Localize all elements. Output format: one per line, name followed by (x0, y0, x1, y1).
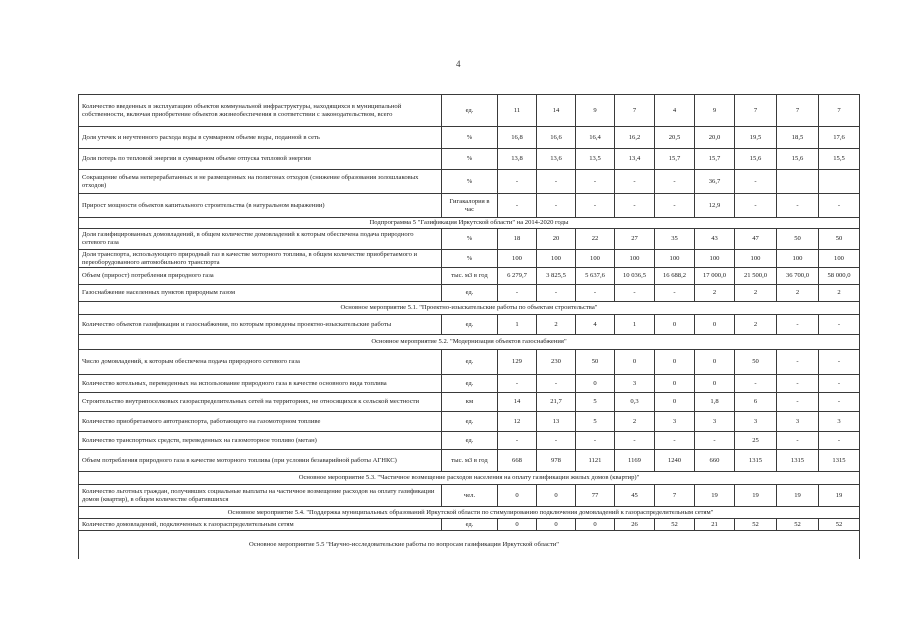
table-row (79, 519, 860, 531)
value-cell: 19,5 (735, 127, 777, 149)
value-cell: - (777, 194, 819, 218)
value-cell: 2 (615, 412, 655, 432)
value-cell: 1169 (615, 450, 655, 472)
indicator-name: Строительство внутрипоселковых газораспределительных сетей на территориях, не относящихся к сельской местности (79, 393, 442, 412)
value-cell: 13 (537, 412, 576, 432)
value-cell: 6 (735, 393, 777, 412)
unit-cell: ед. (442, 432, 498, 450)
value-cell: - (655, 170, 695, 194)
section-title: Основное мероприятие 5.3. "Частичное возмещение расходов населения на оплату газификации жилых домов (квартир)" (79, 472, 860, 485)
value-cell: 16,2 (615, 127, 655, 149)
value-cell: 1315 (819, 450, 860, 472)
value-cell: 15,6 (777, 149, 819, 170)
value-cell: - (735, 375, 777, 393)
value-cell: 19 (819, 485, 860, 507)
value-cell: 2 (695, 285, 735, 302)
value-cell: 3 (735, 412, 777, 432)
unit-cell: % (442, 250, 498, 268)
value-cell: 0 (655, 315, 695, 335)
value-cell: 6 279,7 (498, 268, 537, 285)
value-cell: 100 (576, 250, 615, 268)
value-cell: 15,7 (655, 149, 695, 170)
value-cell: 0 (498, 485, 537, 507)
value-cell: 0 (655, 393, 695, 412)
value-cell: 26 (615, 519, 655, 531)
table-row (79, 194, 860, 218)
value-cell: - (819, 194, 860, 218)
table-row (79, 485, 860, 507)
value-cell: - (777, 432, 819, 450)
value-cell (777, 170, 819, 194)
value-cell: - (777, 315, 819, 335)
indicator-name: Количество введенных в эксплуатацию объектов коммунальной инфраструктуры, находящихся в муниципальной собственности, включая приобретение объектов жизнеобеспечения в соответствии с законодательством, всего (79, 95, 442, 127)
value-cell: 4 (576, 315, 615, 335)
value-cell: 0 (537, 519, 576, 531)
unit-cell: ед. (442, 315, 498, 335)
value-cell: - (498, 170, 537, 194)
value-cell: - (498, 432, 537, 450)
indicator-name: Количество домовладений, подключенных к газораспределительным сетям (79, 519, 442, 531)
section-header-row (79, 472, 860, 485)
value-cell: - (498, 285, 537, 302)
value-cell: 36 700,0 (777, 268, 819, 285)
section-header-row (79, 302, 860, 315)
value-cell: - (819, 375, 860, 393)
value-cell: 100 (537, 250, 576, 268)
value-cell: 230 (537, 350, 576, 375)
table-row (79, 250, 860, 268)
unit-cell: ед. (442, 95, 498, 127)
value-cell: 50 (735, 350, 777, 375)
section-title: Основное мероприятие 5.2. "Модернизация объектов газоснабжения" (79, 335, 860, 350)
value-cell: 20,0 (695, 127, 735, 149)
indicator-name: Газоснабжение населенных пунктов природным газом (79, 285, 442, 302)
value-cell: 5 637,6 (576, 268, 615, 285)
value-cell: 7 (615, 95, 655, 127)
value-cell: 100 (735, 250, 777, 268)
value-cell: 1315 (777, 450, 819, 472)
indicator-name: Число домовладений, к которым обеспечена подача природного сетевого газа (79, 350, 442, 375)
value-cell: 0 (576, 375, 615, 393)
unit-cell: % (442, 170, 498, 194)
value-cell: 3 (695, 412, 735, 432)
value-cell: 18,5 (777, 127, 819, 149)
value-cell: 36,7 (695, 170, 735, 194)
unit-cell: ед. (442, 519, 498, 531)
table-row (79, 285, 860, 302)
value-cell: - (537, 194, 576, 218)
value-cell: 13,5 (576, 149, 615, 170)
value-cell: 100 (777, 250, 819, 268)
table-row (79, 268, 860, 285)
indicator-name: Количество приобретаемого автотранспорта, работающего на газомоторном топливе (79, 412, 442, 432)
section-header-row (79, 335, 860, 350)
value-cell: - (655, 432, 695, 450)
value-cell: 15,7 (695, 149, 735, 170)
value-cell: 5 (576, 393, 615, 412)
indicator-name: Объем потребления природного газа в качестве моторного топлива (при условии безаварийной работы АГНКС) (79, 450, 442, 472)
value-cell: 5 (576, 412, 615, 432)
value-cell: - (735, 170, 777, 194)
section-title: Подпрограмма 5 "Газификация Иркутской области" на 2014-2020 годы (79, 218, 860, 229)
value-cell: 1121 (576, 450, 615, 472)
table-row (79, 350, 860, 375)
value-cell: 3 825,5 (537, 268, 576, 285)
value-cell: - (615, 285, 655, 302)
indicator-name: Доля транспорта, использующего природный газ в качестве моторного топлива, в общем количестве приобретаемого и переоборудованного автомобильного транспорта (79, 250, 442, 268)
value-cell: 3 (615, 375, 655, 393)
value-cell: 9 (576, 95, 615, 127)
indicator-name: Количество льготных граждан, получивших социальные выплаты на частичное возмещение расходов на оплату газификации домов (квартир), в общем количестве обратившихся (79, 485, 442, 507)
value-cell: 9 (695, 95, 735, 127)
value-cell: - (695, 432, 735, 450)
value-cell: - (819, 393, 860, 412)
page-number-mark: 4 (456, 59, 461, 69)
value-cell: - (777, 393, 819, 412)
value-cell: 10 036,5 (615, 268, 655, 285)
value-cell: 3 (777, 412, 819, 432)
unit-cell: км (442, 393, 498, 412)
table-row (79, 170, 860, 194)
value-cell: 0 (615, 350, 655, 375)
value-cell: 100 (695, 250, 735, 268)
value-cell: 16,6 (537, 127, 576, 149)
value-cell: 27 (615, 229, 655, 250)
value-cell: 7 (819, 95, 860, 127)
value-cell: 21,7 (537, 393, 576, 412)
table-row (79, 432, 860, 450)
value-cell: 0 (537, 485, 576, 507)
value-cell: 17,6 (819, 127, 860, 149)
table-row (79, 375, 860, 393)
value-cell: - (655, 194, 695, 218)
value-cell: - (819, 432, 860, 450)
value-cell: 7 (655, 485, 695, 507)
value-cell: 2 (537, 315, 576, 335)
value-cell: - (498, 375, 537, 393)
table-row (79, 393, 860, 412)
value-cell: 45 (615, 485, 655, 507)
value-cell: - (777, 375, 819, 393)
section-title: Основное мероприятие 5.4. "Поддержка муниципальных образований Иркутской области по стимулированию подключения домовладений к газораспределительным сетям" (79, 507, 860, 519)
value-cell: 129 (498, 350, 537, 375)
unit-cell: ед. (442, 375, 498, 393)
value-cell: 20 (537, 229, 576, 250)
table-row (79, 95, 860, 127)
value-cell: - (498, 194, 537, 218)
table-row (79, 315, 860, 335)
value-cell: - (537, 432, 576, 450)
unit-cell: % (442, 127, 498, 149)
value-cell: 0 (498, 519, 537, 531)
value-cell: 668 (498, 450, 537, 472)
value-cell: 13,8 (498, 149, 537, 170)
value-cell: - (576, 432, 615, 450)
table-body (79, 95, 860, 559)
value-cell: 3 (819, 412, 860, 432)
value-cell: - (537, 170, 576, 194)
section-header-row (79, 218, 860, 229)
unit-cell: Гигакалория в час (442, 194, 498, 218)
value-cell: 16,8 (498, 127, 537, 149)
indicator-name: Прирост мощности объектов капитального строительства (в натуральном выражении) (79, 194, 442, 218)
value-cell: - (615, 194, 655, 218)
value-cell: 0 (576, 519, 615, 531)
value-cell: 0 (655, 375, 695, 393)
value-cell: 7 (777, 95, 819, 127)
value-cell: 4 (655, 95, 695, 127)
indicator-name: Количество транспортных средств, переведенных на газомоторное топливо (метан) (79, 432, 442, 450)
value-cell: 0 (695, 350, 735, 375)
value-cell: 0,3 (615, 393, 655, 412)
value-cell: 13,6 (537, 149, 576, 170)
value-cell: 3 (655, 412, 695, 432)
value-cell: 100 (655, 250, 695, 268)
value-cell: 43 (695, 229, 735, 250)
value-cell: 52 (735, 519, 777, 531)
value-cell: - (735, 194, 777, 218)
value-cell: 25 (735, 432, 777, 450)
value-cell: 15,5 (819, 149, 860, 170)
value-cell: - (777, 350, 819, 375)
value-cell: 11 (498, 95, 537, 127)
value-cell: 19 (695, 485, 735, 507)
section-title: Основное мероприятие 5.5 "Научно-исследовательские работы по вопросам газификации Иркутской области" (79, 531, 860, 559)
value-cell: 1,8 (695, 393, 735, 412)
value-cell: 22 (576, 229, 615, 250)
unit-cell: ед. (442, 350, 498, 375)
value-cell: 52 (819, 519, 860, 531)
value-cell: 77 (576, 485, 615, 507)
value-cell: 35 (655, 229, 695, 250)
value-cell: 12,9 (695, 194, 735, 218)
value-cell: 100 (615, 250, 655, 268)
table-row (79, 412, 860, 432)
value-cell: 19 (735, 485, 777, 507)
value-cell: - (819, 350, 860, 375)
value-cell: 50 (576, 350, 615, 375)
value-cell: 16 688,2 (655, 268, 695, 285)
value-cell: - (576, 285, 615, 302)
value-cell: 0 (695, 375, 735, 393)
value-cell: 18 (498, 229, 537, 250)
table-row (79, 149, 860, 170)
indicator-name: Объем (прирост) потребления природного газа (79, 268, 442, 285)
value-cell: 14 (498, 393, 537, 412)
value-cell: 100 (819, 250, 860, 268)
value-cell: 13,4 (615, 149, 655, 170)
value-cell: 1315 (735, 450, 777, 472)
indicators-table (78, 94, 860, 559)
indicator-name: Сокращение объема неперерабатанных и не размещенных на полигонах отходов (снижение образования золошлаковых отходов) (79, 170, 442, 194)
value-cell: - (819, 315, 860, 335)
value-cell: 14 (537, 95, 576, 127)
value-cell: 1240 (655, 450, 695, 472)
value-cell: 1 (615, 315, 655, 335)
value-cell: 47 (735, 229, 777, 250)
value-cell: 15,6 (735, 149, 777, 170)
value-cell: 52 (655, 519, 695, 531)
indicator-name: Доля газифицированных домовладений, в общем количестве домовладений к которым обеспечена подача природного сетевого газа (79, 229, 442, 250)
unit-cell: % (442, 149, 498, 170)
unit-cell: ед. (442, 285, 498, 302)
unit-cell: чел. (442, 485, 498, 507)
value-cell: 21 (695, 519, 735, 531)
value-cell: - (537, 375, 576, 393)
value-cell: 52 (777, 519, 819, 531)
indicator-name: Доля потерь по тепловой энергии в суммарном объеме отпуска тепловой энергии (79, 149, 442, 170)
value-cell: 20,5 (655, 127, 695, 149)
value-cell: 100 (498, 250, 537, 268)
value-cell: 0 (695, 315, 735, 335)
indicator-name: Количество объектов газификации и газоснабжения, по которым проведены проектно-изыскательские работы (79, 315, 442, 335)
table-row (79, 127, 860, 149)
value-cell: 12 (498, 412, 537, 432)
unit-cell: тыс. м3 в год (442, 268, 498, 285)
value-cell: 50 (777, 229, 819, 250)
value-cell: - (615, 432, 655, 450)
value-cell: 21 500,0 (735, 268, 777, 285)
value-cell: - (537, 285, 576, 302)
value-cell: - (655, 285, 695, 302)
value-cell: - (576, 194, 615, 218)
value-cell: 2 (735, 315, 777, 335)
value-cell: 1 (498, 315, 537, 335)
section-header-row (79, 507, 860, 519)
value-cell: 2 (735, 285, 777, 302)
value-cell: - (576, 170, 615, 194)
value-cell (819, 170, 860, 194)
value-cell: 58 000,0 (819, 268, 860, 285)
value-cell: 50 (819, 229, 860, 250)
value-cell: - (615, 170, 655, 194)
value-cell: 16,4 (576, 127, 615, 149)
indicator-name: Количество котельных, переведенных на использование природного газа в качестве основного вида топлива (79, 375, 442, 393)
table-row (79, 450, 860, 472)
value-cell: 19 (777, 485, 819, 507)
section-header-row (79, 531, 860, 559)
value-cell: 7 (735, 95, 777, 127)
indicator-name: Доля утечек и неучтенного расхода воды в суммарном объеме воды, поданной в сеть (79, 127, 442, 149)
section-title: Основное мероприятие 5.1. "Проектно-изыскательские работы по объектам строительства" (79, 302, 860, 315)
value-cell: 0 (655, 350, 695, 375)
unit-cell: тыс. м3 в год (442, 450, 498, 472)
table-row (79, 229, 860, 250)
value-cell: 978 (537, 450, 576, 472)
unit-cell: % (442, 229, 498, 250)
value-cell: 660 (695, 450, 735, 472)
value-cell: 2 (819, 285, 860, 302)
value-cell: 2 (777, 285, 819, 302)
value-cell: 17 000,0 (695, 268, 735, 285)
unit-cell: ед. (442, 412, 498, 432)
